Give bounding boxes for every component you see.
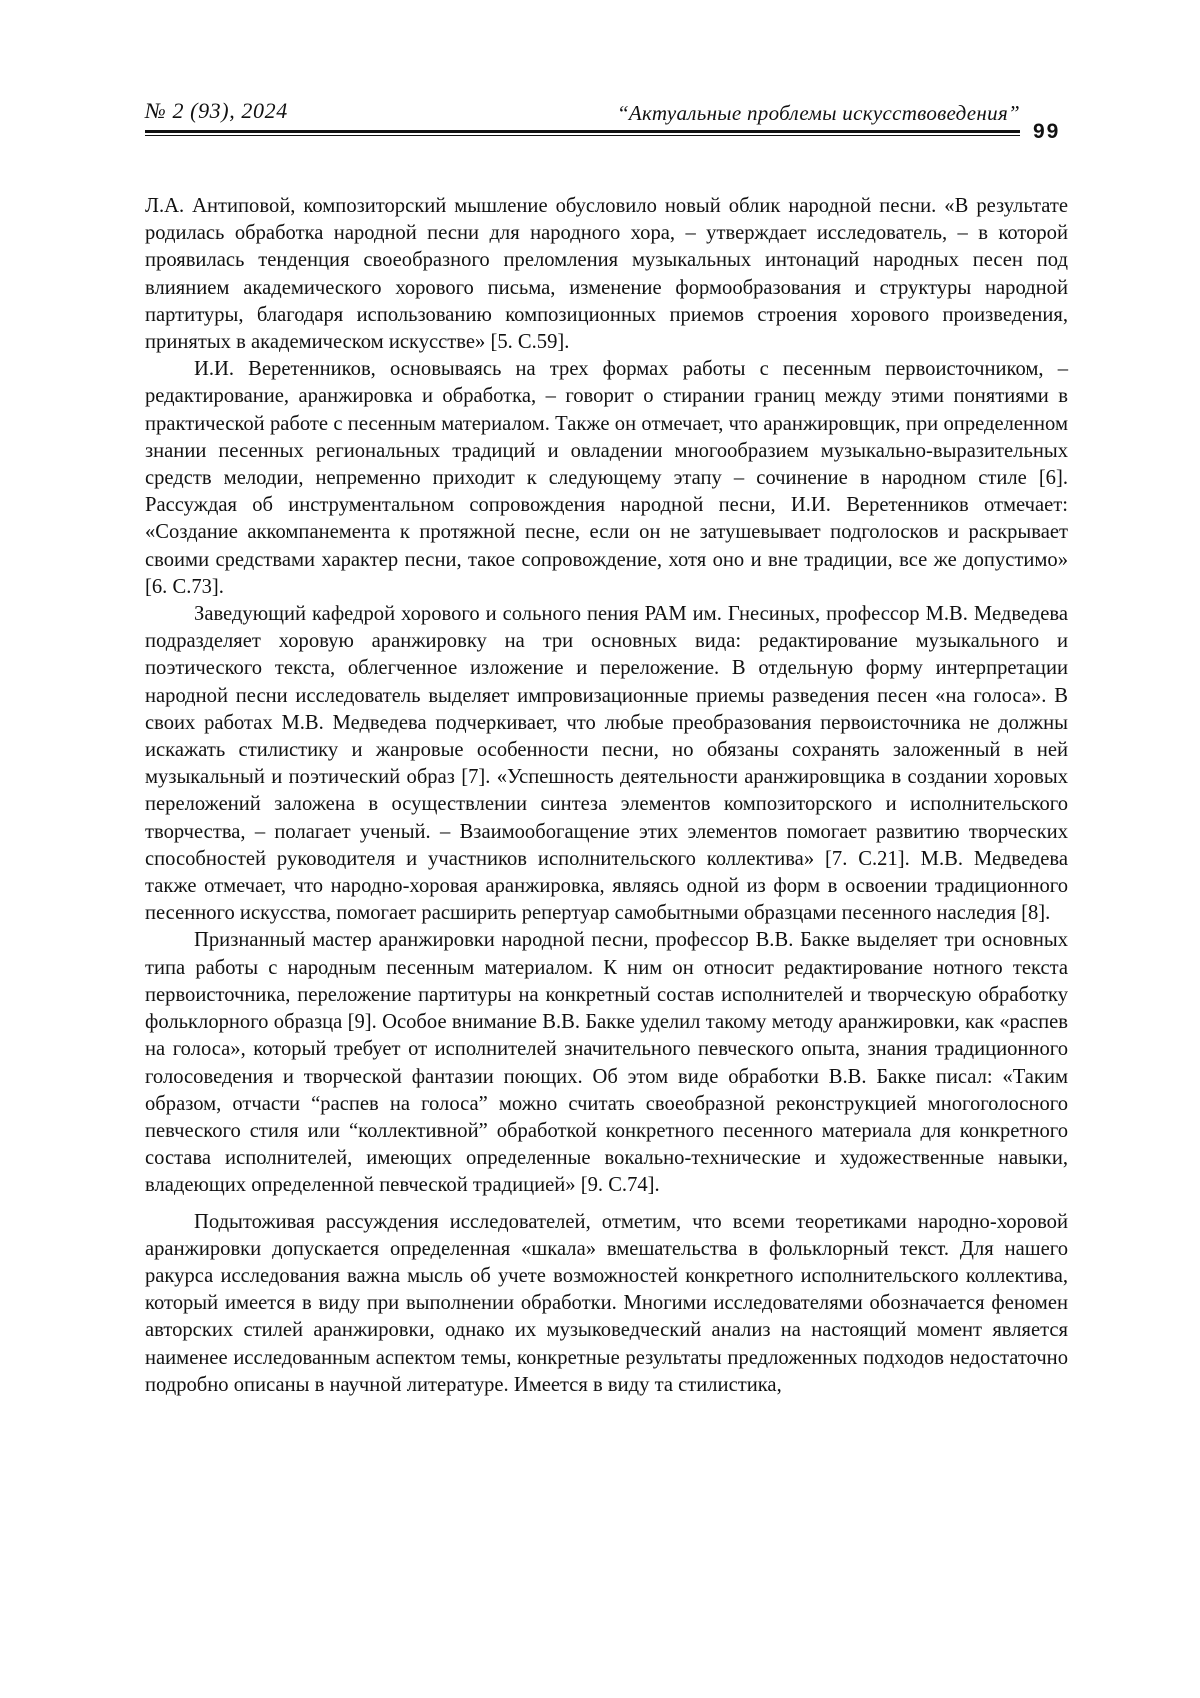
running-header (145, 98, 1020, 138)
page-number: 99 (1033, 120, 1061, 143)
paragraph-5: Подытоживая рассуждения исследователей, отметим, что всеми теоретиками народно-хоровой аранжировки допускается определенная «шкала» вмешательства в фольклорный текст. Для нашего ракурса исследования важна мысль об учете возможностей конкретного исполнительского коллектива, который имеется в виду при выполнении обработки. Многими исследователями обозначается феномен авторских стилей аранжировки, однако их музыковедческий анализ на настоящий момент является наименее исследованным аспектом темы, конкретные результаты предложенных подходов недостаточно подробно описаны в научной литературе. Имеется в виду та стилистика, (145, 1210, 1068, 1396)
issue-number: № 2 (93), 2024 (145, 98, 288, 123)
paragraph-4: Признанный мастер аранжировки народной песни, профессор В.В. Бакке выделяет три основных типа работы с народным песенным материалом. К ним он относит редактирование нотного текста первоисточника, переложение партитуры на конкретный состав исполнителей и творческую обработку фольклорного образца [9]. Особое внимание В.В. Бакке уделил такому методу аранжировки, как «распев на голоса», который требует от исполнителей значительного певческого опыта, знания традиционного голосоведения и творческой фантазии поющих. Об этом виде обработки В.В. Бакке писал: «Таким образом, отчасти “распев на голоса” можно считать своеобразной реконструкцией многоголосного певческого стиля или “коллективной” обработкой конкретного песенного материала для конкретного состава исполнителей, имеющих определенные вокально-технические и художественные навыки, владеющих определенной певческой традицией» [9. С.74]. (145, 929, 1068, 1197)
header-rule-thin (145, 135, 1020, 136)
paragraph-3: Заведующий кафедрой хорового и сольного пения РАМ им. Гнесиных, профессор М.В. Медведева подразделяет хоровую аранжировку на три основных вида: редактирование музыкального и поэтического текста, облегченное изложение и переложение. В отдельную форму интерпретации народной песни исследователь выделяет импровизационные приемы разведения песен «на голоса». В своих работах М.В. Медведева подчеркивает, что любые преобразования первоисточника не должны искажать стилистику и жанровые особенности песни, но обязаны сохранять заложенный в ней музыкальный и поэтический образ [7]. «Успешность деятельности аранжировщика в создании хоровых переложений заложена в осуществлении синтеза элементов композиторского и исполнительского творчества, – полагает ученый. – Взаимообогащение этих элементов помогает развитию творческих способностей руководителя и участников исполнительского коллектива» [7. С.21]. М.В. Медведева также отмечает, что народно-хоровая аранжировка, являясь одной из форм в освоении традиционного песенного искусства, помогает расширить репертуар самобытными образцами песенного наследия [8]. (145, 603, 1068, 925)
journal-title: “Актуальные проблемы искусствоведения” (616, 101, 1020, 125)
paragraph-1: Л.А. Антиповой, композиторский мышление обусловило новый облик народной песни. «В результате родилась обработка народной песни для народного хора, – утверждает исследователь, – в которой проявилась тенденция своеобразного преломления музыкальных интонаций народных песен под влиянием академического хорового письма, изменение формообразования и структуры народной партитуры, благодаря использованию композиционных приемов строения хорового произведения, принятых в академическом искусстве» [5. С.59]. (145, 195, 1068, 354)
header-rule-thick (145, 130, 1020, 133)
article-body (145, 193, 1068, 1399)
paragraph-2: И.И. Веретенников, основываясь на трех формах работы с песенным первоисточником, – редактирование, аранжировка и обработка, – говорит о стирании границ между этими понятиями в практической работе с песенным материалом. Также он отмечает, что аранжировщик, при определенном знании песенных региональных традиций и овладении многообразием музыкально-выразительных средств мелодии, непременно приходит к следующему этапу – сочинение в народном стиле [6]. Рассуждая об инструментальном сопровождения народной песни, И.И. Веретенников отмечает: «Создание аккомпанемента к протяжной песне, если он не затушевывает подголосков и раскрывает своими средствами характер песни, такое сопровождение, хотя оно и вне традиции, все же допустимо» [6. С.73]. (145, 358, 1068, 598)
